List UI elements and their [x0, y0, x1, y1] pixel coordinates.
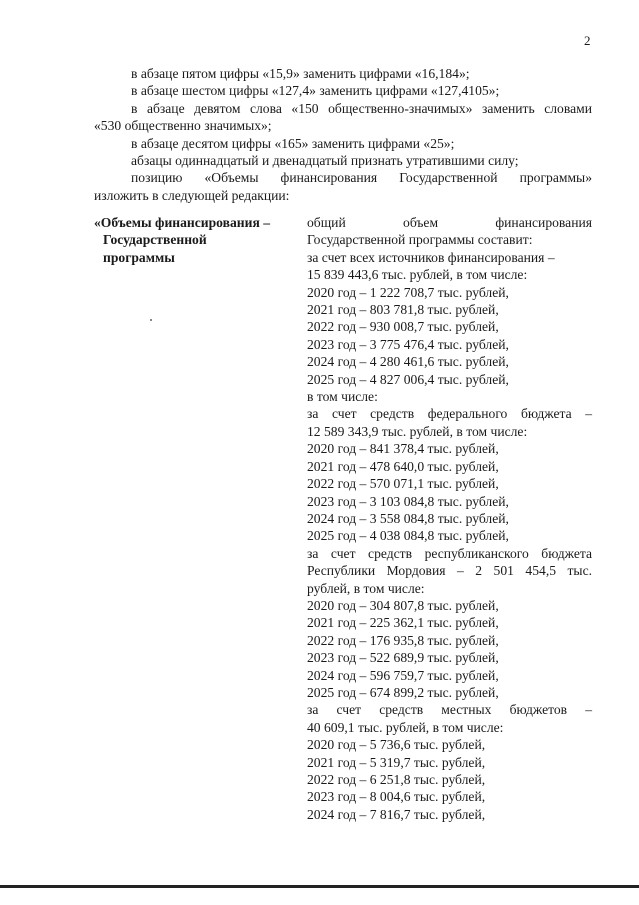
intro-line: позицию «Объемы финансирования Государственной программы» [131, 170, 592, 186]
detail-line: за счет средств местных бюджетов – [307, 702, 592, 718]
detail-line: 2024 год – 7 816,7 тыс. рублей, [307, 806, 486, 822]
detail-line: 2021 год – 478 640,0 тыс. рублей, [307, 458, 499, 474]
scan-speck [150, 319, 152, 321]
detail-line: за счет средств республиканского бюджета [307, 545, 592, 561]
page-number: 2 [584, 33, 591, 48]
intro-line: в абзаце девятом слова «150 общественно-значимых» заменить словами [131, 100, 592, 116]
detail-line: 2021 год – 803 781,8 тыс. рублей, [307, 302, 499, 318]
detail-line: 2022 год – 176 935,8 тыс. рублей, [307, 632, 499, 648]
detail-line: 2023 год – 3 775 476,4 тыс. рублей, [307, 336, 509, 352]
detail-line: 2021 год – 5 319,7 тыс. рублей, [307, 754, 486, 770]
detail-line: 2022 год – 930 008,7 тыс. рублей, [307, 319, 499, 335]
detail-line: 2024 год – 596 759,7 тыс. рублей, [307, 667, 499, 683]
detail-line: 2020 год – 5 736,6 тыс. рублей, [307, 737, 486, 753]
detail-line: за счет средств федерального бюджета – [307, 406, 592, 422]
detail-line: 2022 год – 570 071,1 тыс. рублей, [307, 476, 499, 492]
heading-line: программы [103, 249, 175, 265]
detail-line: за счет всех источников финансирования – [307, 249, 555, 265]
detail-line: 2023 год – 8 004,6 тыс. рублей, [307, 789, 486, 805]
detail-line: 2020 год – 1 222 708,7 тыс. рублей, [307, 284, 509, 300]
detail-line: Государственной программы составит: [307, 232, 533, 248]
detail-line: 2020 год – 841 378,4 тыс. рублей, [307, 441, 499, 457]
intro-line: абзацы одиннадцатый и двенадцатый признать утратившими силу; [131, 153, 519, 169]
intro-line: в абзаце пятом цифры «15,9» заменить цифрами «16,184»; [131, 66, 470, 81]
intro-line: «530 общественно значимых»; [94, 118, 272, 134]
detail-line: 2024 год – 3 558 084,8 тыс. рублей, [307, 510, 509, 526]
heading-line: Государственной [103, 232, 207, 248]
intro-amendments [94, 65, 592, 204]
heading-line: «Объемы финансирования – [94, 215, 270, 230]
detail-line: 2025 год – 4 038 084,8 тыс. рублей, [307, 528, 509, 544]
detail-line: 2024 год – 4 280 461,6 тыс. рублей, [307, 354, 509, 370]
detail-line: Республики Мордовия – 2 501 454,5 тыс. [307, 563, 592, 579]
detail-line: 2022 год – 6 251,8 тыс. рублей, [307, 772, 486, 787]
financing-heading [94, 214, 299, 266]
intro-line: изложить в следующей редакции: [94, 187, 290, 203]
detail-line: 2023 год – 3 103 084,8 тыс. рублей, [307, 493, 509, 509]
detail-line: 2020 год – 304 807,8 тыс. рублей, [307, 597, 499, 613]
page-bottom-edge [0, 885, 639, 888]
detail-line: в том числе: [307, 389, 378, 405]
detail-line: 12 589 343,9 тыс. рублей, в том числе: [307, 423, 528, 439]
detail-line: рублей, в том числе: [307, 580, 425, 596]
detail-line: общий объем финансирования [307, 215, 592, 230]
financing-details [307, 214, 592, 823]
intro-line: в абзаце десятом цифры «165» заменить цифрами «25»; [131, 135, 455, 151]
detail-line: 2023 год – 522 689,9 тыс. рублей, [307, 650, 499, 666]
intro-line: в абзаце шестом цифры «127,4» заменить цифрами «127,4105»; [131, 83, 500, 99]
detail-line: 40 609,1 тыс. рублей, в том числе: [307, 719, 504, 735]
detail-line: 15 839 443,6 тыс. рублей, в том числе: [307, 267, 528, 283]
detail-line: 2025 год – 674 899,2 тыс. рублей, [307, 684, 499, 700]
detail-line: 2025 год – 4 827 006,4 тыс. рублей, [307, 371, 509, 387]
detail-line: 2021 год – 225 362,1 тыс. рублей, [307, 615, 499, 631]
